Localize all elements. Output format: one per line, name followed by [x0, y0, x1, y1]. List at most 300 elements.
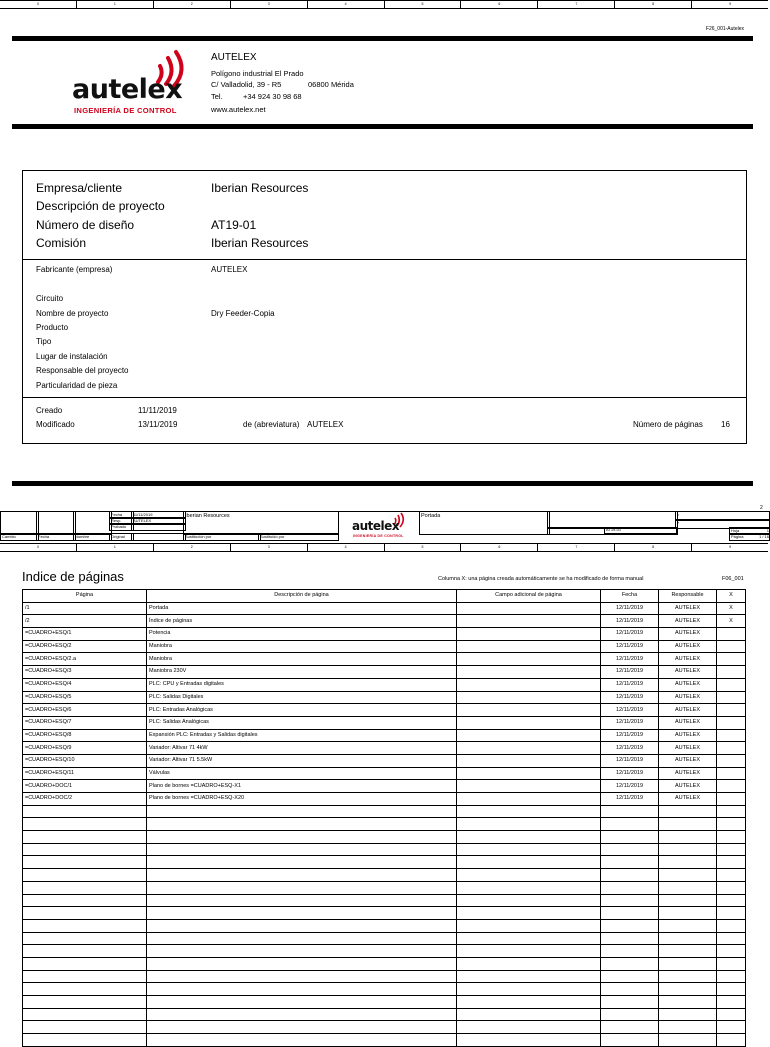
table-cell: X — [717, 602, 746, 615]
table-cell — [717, 691, 746, 704]
table-cell — [659, 919, 717, 932]
table-cell — [659, 1008, 717, 1021]
table-cell — [23, 894, 147, 907]
table-cell — [717, 996, 746, 1009]
table-cell: AUTELEX — [659, 691, 717, 704]
table-cell — [23, 983, 147, 996]
ruler-cell: 5 — [384, 1, 461, 8]
table-cell — [147, 869, 457, 882]
table-cell — [717, 1021, 746, 1034]
table-cell: Maniobra — [147, 653, 457, 666]
ruler-cell: 5 — [384, 544, 461, 551]
header-bar — [12, 36, 753, 41]
table-cell — [601, 1021, 659, 1034]
table-cell — [601, 869, 659, 882]
table-row — [23, 919, 746, 932]
table-row — [23, 1008, 746, 1021]
table-cell: =CUADRO+ESQ/5 — [23, 691, 147, 704]
table-row[interactable] — [23, 716, 746, 729]
table-cell — [457, 996, 601, 1009]
table-cell: 12/11/2019 — [601, 780, 659, 793]
table-cell — [147, 843, 457, 856]
table-cell — [457, 983, 601, 996]
table-row[interactable] — [23, 729, 746, 742]
table-cell — [717, 932, 746, 945]
table-cell: Índice de páginas — [147, 615, 457, 628]
table-cell — [457, 818, 601, 831]
table-cell — [457, 704, 601, 717]
table-cell: =CUADRO+ESQ/2.a — [23, 653, 147, 666]
table-cell: PLC: Salidas Analógicas — [147, 716, 457, 729]
index-note: Columna X: una página creada automáticamente se ha modificado de forma manual — [438, 576, 644, 582]
table-cell — [601, 919, 659, 932]
table-cell — [717, 793, 746, 806]
table-cell — [23, 818, 147, 831]
tb-cell — [73, 511, 112, 535]
label-project-name: Nombre de proyecto — [36, 309, 109, 318]
label-product: Producto — [36, 323, 69, 332]
table-cell: AUTELEX — [659, 780, 717, 793]
table-cell — [601, 831, 659, 844]
table-cell: Maniobra — [147, 640, 457, 653]
table-cell — [659, 805, 717, 818]
tb-client: Iberian Resources — [183, 511, 339, 535]
tb-nombre-label: Nombre — [73, 533, 112, 541]
ruler-cell: 0 — [36, 2, 39, 6]
table-row — [23, 945, 746, 958]
table-cell — [457, 780, 601, 793]
table-cell: AUTELEX — [659, 628, 717, 641]
table-cell: 12/11/2019 — [601, 602, 659, 615]
table-cell — [601, 1008, 659, 1021]
value-page-count: 16 — [721, 420, 730, 429]
ruler-cell: 6 — [460, 544, 537, 551]
table-row — [23, 818, 746, 831]
table-cell — [147, 1008, 457, 1021]
table-row — [23, 932, 746, 945]
table-cell — [457, 945, 601, 958]
table-cell — [457, 628, 601, 641]
company-address-2: C/ Valladolid, 39 - R5 — [211, 80, 282, 89]
table-cell: Variador: Altivar 71 5.5kW — [147, 754, 457, 767]
value-project-name: Dry Feeder-Copia — [211, 309, 275, 318]
header-responsible: Responsable — [659, 590, 717, 603]
ruler-cell: 0 — [36, 545, 39, 549]
table-cell: =CUADRO+ESQ/11 — [23, 767, 147, 780]
company-address-1: Polígono industrial El Prado — [211, 69, 304, 78]
table-body — [23, 602, 746, 1046]
tb-original-label: Original — [109, 533, 134, 541]
table-cell: 12/11/2019 — [601, 653, 659, 666]
table-cell: 12/11/2019 — [601, 615, 659, 628]
table-cell: Maniobra 230V — [147, 666, 457, 679]
table-cell — [457, 716, 601, 729]
table-cell — [717, 754, 746, 767]
table-cell: AUTELEX — [659, 615, 717, 628]
form-code: F26_001-Autelex — [705, 26, 744, 32]
table-cell — [659, 869, 717, 882]
table-row — [23, 831, 746, 844]
table-row[interactable] — [23, 780, 746, 793]
company-website[interactable]: www.autelex.net — [211, 105, 266, 114]
table-cell — [717, 780, 746, 793]
table-cell — [147, 805, 457, 818]
tb-cell — [131, 523, 186, 531]
table-cell — [601, 983, 659, 996]
table-cell: /1 — [23, 602, 147, 615]
label-responsible: Responsable del proyecto — [36, 366, 129, 375]
table-cell — [717, 704, 746, 717]
table-cell: =CUADRO+ESQ/3 — [23, 666, 147, 679]
tb-pagina-value: 1 / 16 — [758, 534, 769, 539]
header-extra-field: Campo adicional de página — [457, 590, 601, 603]
table-cell — [717, 957, 746, 970]
table-cell: AUTELEX — [659, 729, 717, 742]
table-cell — [659, 957, 717, 970]
table-cell — [659, 856, 717, 869]
header-x: X — [717, 590, 746, 603]
table-cell — [23, 1021, 147, 1034]
table-cell — [147, 1034, 457, 1047]
tb-fecha: 11/11/2019 — [131, 511, 186, 519]
header-page: Página — [23, 590, 147, 603]
table-cell — [717, 869, 746, 882]
table-row — [23, 1034, 746, 1047]
table-cell — [147, 932, 457, 945]
ruler-cell: 6 — [460, 1, 537, 8]
tb-fecha-label: Fecha — [109, 511, 134, 519]
table-row — [23, 894, 746, 907]
table-cell — [601, 957, 659, 970]
tb-cell — [0, 511, 39, 535]
table-cell: AUTELEX — [659, 653, 717, 666]
table-cell — [147, 907, 457, 920]
table-cell — [601, 996, 659, 1009]
table-cell: PLC: Entradas Analógicas — [147, 704, 457, 717]
table-cell: 12/11/2019 — [601, 666, 659, 679]
table-cell: Plano de bornes =CUADRO+ESQ-X1 — [147, 780, 457, 793]
table-cell — [457, 970, 601, 983]
ruler-cell: 4 — [307, 544, 384, 551]
table-cell: =CUADRO+ESQ/2 — [23, 640, 147, 653]
index-title: Indice de páginas — [22, 569, 124, 584]
table-cell — [147, 818, 457, 831]
table-cell: AUTELEX — [659, 742, 717, 755]
table-cell — [601, 907, 659, 920]
table-cell — [457, 1021, 601, 1034]
label-location: Lugar de instalación — [36, 352, 108, 361]
tb-fecha2-label: Fecha — [36, 533, 76, 541]
tb-cambio-label: Cambio — [0, 533, 39, 541]
ruler-cell: 3 — [230, 544, 307, 551]
table-cell — [23, 1008, 147, 1021]
ruler-cell: 2 — [153, 544, 230, 551]
tb-eq: = — [675, 511, 770, 521]
ruler-cell: 2 — [153, 1, 230, 8]
table-cell — [601, 843, 659, 856]
table-cell: 12/11/2019 — [601, 628, 659, 641]
table-cell — [717, 666, 746, 679]
label-by: de (abreviatura) — [243, 420, 300, 429]
table-row — [23, 1021, 746, 1034]
ruler-cell: 8 — [614, 1, 691, 8]
table-row[interactable] — [23, 742, 746, 755]
table-cell: =CUADRO+DOC/2 — [23, 793, 147, 806]
table-row — [23, 996, 746, 1009]
table-cell — [147, 919, 457, 932]
table-row[interactable] — [23, 602, 746, 615]
table-cell — [717, 729, 746, 742]
table-cell — [601, 894, 659, 907]
tb-plus: + — [675, 519, 770, 529]
table-cell: 12/11/2019 — [601, 691, 659, 704]
table-cell — [457, 1008, 601, 1021]
table-cell: Plano de bornes =CUADRO+ESQ-X20 — [147, 793, 457, 806]
ruler-cell: 9 — [691, 544, 768, 551]
table-cell: =CUADRO+ESQ/6 — [23, 704, 147, 717]
label-circuit: Circuito — [36, 294, 64, 303]
label-design-number: Número de diseño — [36, 218, 135, 232]
label-description: Descripción de proyecto — [36, 199, 165, 213]
table-cell — [601, 970, 659, 983]
table-cell: 12/11/2019 — [601, 754, 659, 767]
table-row — [23, 856, 746, 869]
table-cell — [601, 856, 659, 869]
tb-page-title: Portada — [419, 511, 550, 535]
table-cell — [147, 894, 457, 907]
table-cell — [601, 805, 659, 818]
table-cell — [147, 957, 457, 970]
table-cell: AUTELEX — [659, 793, 717, 806]
table-row — [23, 805, 746, 818]
value-modified: 13/11/2019 — [138, 420, 178, 429]
label-particularity: Particularidad de pieza — [36, 381, 118, 390]
value-manufacturer: AUTELEX — [211, 265, 248, 274]
table-cell — [601, 945, 659, 958]
table-cell — [457, 907, 601, 920]
table-cell — [23, 843, 147, 856]
table-cell — [457, 894, 601, 907]
tb-logo-subtitle: INGENIERÍA DE CONTROL — [353, 534, 404, 538]
table-cell — [457, 919, 601, 932]
table-row[interactable] — [23, 653, 746, 666]
table-cell: Expansión PLC: Entradas y Salidas digitales — [147, 729, 457, 742]
table-cell — [457, 754, 601, 767]
table-cell — [147, 970, 457, 983]
table-cell — [717, 742, 746, 755]
table-row — [23, 957, 746, 970]
table-row[interactable] — [23, 793, 746, 806]
label-created: Creado — [36, 406, 63, 415]
top-ruler — [0, 0, 768, 9]
company-tel-label: Tel. — [211, 92, 223, 101]
table-cell — [457, 805, 601, 818]
table-cell: =CUADRO+ESQ/8 — [23, 729, 147, 742]
table-cell — [601, 818, 659, 831]
ruler-cell: 7 — [537, 544, 614, 551]
table-cell — [457, 793, 601, 806]
table-cell — [23, 831, 147, 844]
table-cell — [717, 1008, 746, 1021]
table-cell — [717, 767, 746, 780]
table-cell — [457, 678, 601, 691]
table-cell — [717, 843, 746, 856]
company-tel: +34 924 30 98 68 — [243, 92, 302, 101]
table-row — [23, 869, 746, 882]
table-cell: Portada — [147, 602, 457, 615]
ruler-cell: 3 — [230, 1, 307, 8]
table-cell — [457, 742, 601, 755]
bottom-ruler — [0, 543, 768, 552]
tb-logo-word: autelex — [352, 519, 400, 533]
footer-bar — [12, 481, 753, 486]
divider — [22, 259, 746, 260]
table-cell — [457, 767, 601, 780]
table-cell — [659, 818, 717, 831]
table-cell — [659, 970, 717, 983]
table-cell: 12/11/2019 — [601, 742, 659, 755]
table-cell — [717, 1034, 746, 1047]
table-row[interactable] — [23, 704, 746, 717]
table-row[interactable] — [23, 666, 746, 679]
table-cell — [457, 691, 601, 704]
table-cell: =CUADRO+ESQ/10 — [23, 754, 147, 767]
table-row[interactable] — [23, 628, 746, 641]
tb-resp: AUTELEX — [131, 517, 186, 525]
table-cell: 12/11/2019 — [601, 716, 659, 729]
table-cell: Potencia — [147, 628, 457, 641]
table-cell — [457, 653, 601, 666]
tb-hoja-label: Hoja — [731, 528, 740, 533]
table-cell: 12/11/2019 — [601, 793, 659, 806]
table-row[interactable] — [23, 640, 746, 653]
table-cell — [717, 894, 746, 907]
table-cell — [23, 945, 147, 958]
table-cell: 12/11/2019 — [601, 704, 659, 717]
tb-probado-label: Probado — [109, 523, 134, 531]
tb-sust-por-label: Sustitución por — [183, 533, 261, 541]
table-cell — [659, 843, 717, 856]
label-client: Empresa/cliente — [36, 181, 123, 195]
table-cell — [659, 932, 717, 945]
table-cell: AUTELEX — [659, 602, 717, 615]
table-cell: Variador: Altivar 71 4kW — [147, 742, 457, 755]
table-cell: =CUADRO+DOC/1 — [23, 780, 147, 793]
table-cell — [659, 881, 717, 894]
tb-pagina — [729, 533, 770, 541]
tb-pagina-label: Página — [731, 534, 744, 539]
table-cell: =CUADRO+ESQ/4 — [23, 678, 147, 691]
table-cell — [457, 729, 601, 742]
table-cell — [717, 818, 746, 831]
table-cell — [457, 615, 601, 628]
table-cell — [717, 653, 746, 666]
table-row[interactable] — [23, 615, 746, 628]
table-cell — [147, 856, 457, 869]
table-cell — [23, 1034, 147, 1047]
table-cell — [457, 640, 601, 653]
value-commission: Iberian Resources — [211, 236, 309, 250]
table-cell — [659, 945, 717, 958]
table-cell — [601, 1034, 659, 1047]
logo-wordmark: autelex — [72, 74, 183, 105]
table-cell — [23, 907, 147, 920]
tb-logo — [352, 513, 414, 539]
table-cell — [659, 1021, 717, 1034]
table-cell — [659, 894, 717, 907]
table-row[interactable] — [23, 754, 746, 767]
table-row[interactable] — [23, 691, 746, 704]
company-logo — [72, 52, 202, 122]
table-row[interactable] — [23, 678, 746, 691]
table-cell: AUTELEX — [659, 640, 717, 653]
table-cell — [717, 678, 746, 691]
table-cell — [717, 907, 746, 920]
table-cell — [659, 907, 717, 920]
table-cell — [147, 1021, 457, 1034]
table-cell — [23, 919, 147, 932]
tb-cell — [131, 533, 186, 541]
value-by: AUTELEX — [307, 420, 344, 429]
table-cell — [717, 716, 746, 729]
header-date: Fecha — [601, 590, 659, 603]
table-row — [23, 907, 746, 920]
table-cell — [23, 970, 147, 983]
table-cell: 12/11/2019 — [601, 678, 659, 691]
company-postal: 06800 Mérida — [308, 80, 354, 89]
ruler-cell: 1 — [76, 544, 153, 551]
label-type: Tipo — [36, 337, 52, 346]
table-cell: 12/11/2019 — [601, 729, 659, 742]
tb-hoja-value: 1 — [766, 528, 769, 533]
table-cell: PLC: Salidas Digitales — [147, 691, 457, 704]
tb-sust-de-label: Sustituido por — [258, 533, 339, 541]
table-cell — [717, 881, 746, 894]
table-cell — [147, 881, 457, 894]
tb-resp-label: Resp. — [109, 517, 134, 525]
table-cell: Válvulas — [147, 767, 457, 780]
table-cell — [457, 831, 601, 844]
table-cell — [457, 843, 601, 856]
logo-subtitle: INGENIERÍA DE CONTROL — [74, 106, 177, 115]
table-cell — [457, 666, 601, 679]
table-cell — [457, 957, 601, 970]
table-cell — [457, 602, 601, 615]
header-description: Descripción de página — [147, 590, 457, 603]
index-code: F06_001 — [722, 576, 744, 582]
table-cell — [717, 856, 746, 869]
table-cell — [457, 856, 601, 869]
table-cell: AUTELEX — [659, 716, 717, 729]
table-row[interactable] — [23, 767, 746, 780]
value-client: Iberian Resources — [211, 181, 309, 195]
table-cell — [717, 805, 746, 818]
label-commission: Comisión — [36, 236, 87, 250]
ruler-cell: 9 — [691, 1, 768, 8]
table-cell: AUTELEX — [659, 767, 717, 780]
value-created: 11/11/2019 — [138, 406, 177, 415]
table-cell — [147, 983, 457, 996]
table-cell — [457, 881, 601, 894]
table-cell — [717, 831, 746, 844]
ruler-cell: 4 — [307, 1, 384, 8]
table-row — [23, 983, 746, 996]
table-cell: /2 — [23, 615, 147, 628]
table-cell — [457, 1034, 601, 1047]
table-row — [23, 881, 746, 894]
table-cell — [457, 932, 601, 945]
table-cell — [601, 881, 659, 894]
